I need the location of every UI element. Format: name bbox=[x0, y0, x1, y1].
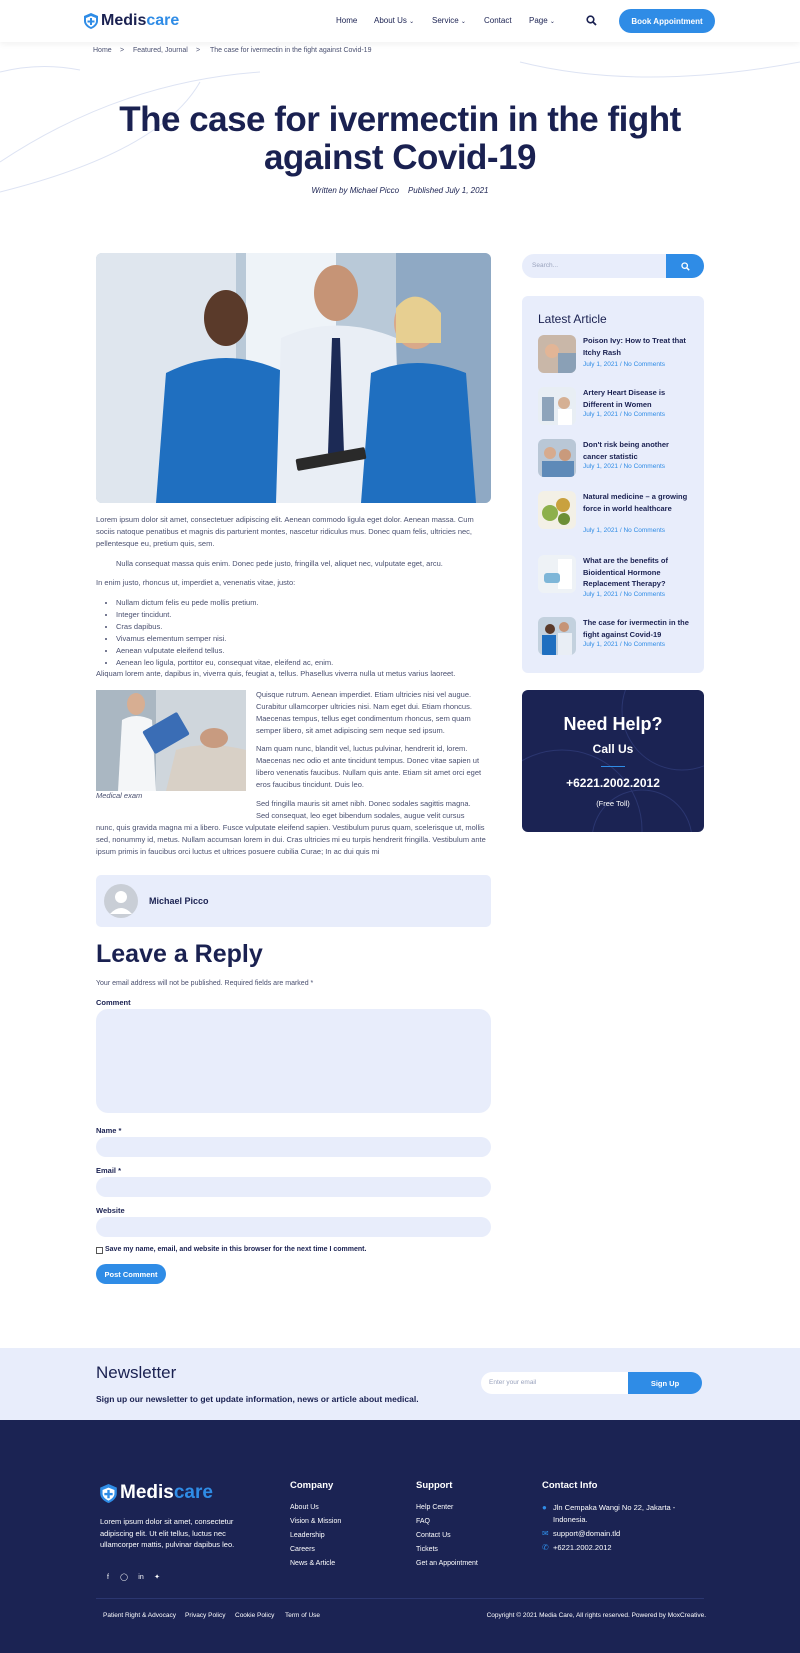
article-title: The case for ivermectin in the fight against Covid-19 bbox=[583, 618, 689, 639]
footer-phone[interactable]: +6221.2002.2012 bbox=[553, 1543, 612, 1552]
article-thumbnail bbox=[538, 491, 576, 529]
nav-page[interactable] bbox=[529, 16, 555, 25]
twitter-icon[interactable]: ✦ bbox=[154, 1574, 160, 1581]
article-paragraph: Aliquam lorem ante, dapibus in, viverra quis, feugiat a, tellus. Phasellus viverra nulla ut metus varius laoreet. bbox=[96, 669, 456, 678]
footer-bottom-link[interactable]: Cookie Policy bbox=[235, 1612, 275, 1619]
search-input[interactable]: Search... bbox=[532, 262, 559, 269]
email-label: Email * bbox=[96, 1166, 122, 1175]
list-item: • Vivamus elementum semper nisi. bbox=[116, 633, 333, 645]
nav-page-label: Page bbox=[529, 16, 548, 25]
footer-link[interactable]: Contact Us bbox=[416, 1532, 451, 1539]
footer-contact-column bbox=[542, 1480, 712, 1501]
list-item: • Aenean leo ligula, porttitor eu, consequat vitae, eleifend ac, enim. bbox=[116, 657, 333, 669]
breadcrumb-current: The case for ivermectin in the fight against Covid-19 bbox=[210, 47, 372, 54]
article-thumbnail bbox=[538, 617, 576, 655]
breadcrumb-home[interactable]: Home bbox=[93, 47, 112, 54]
footer-link[interactable]: About Us bbox=[290, 1504, 319, 1511]
map-pin-icon: ● bbox=[542, 1503, 547, 1512]
reply-note: Your email address will not be published. Required fields are marked * bbox=[96, 980, 314, 987]
article-paragraph: Lorem ipsum dolor sit amet, consectetuer adipiscing elit. Aenean commodo ligula eget dolor. Aenean massa. Cum sociis natoque penatibus et magnis dis parturient montes, nascetur ridiculus mus. Donec quam felis, ultricies nec, pellentesque eu, pretium quis, sem. bbox=[96, 515, 474, 548]
footer-link[interactable]: News & Article bbox=[290, 1560, 336, 1567]
list-item: • Aenean vulputate eleifend tellus. bbox=[116, 645, 333, 657]
email-input[interactable] bbox=[96, 1177, 491, 1197]
comment-textarea[interactable] bbox=[96, 1009, 491, 1113]
nav-contact[interactable]: Contact bbox=[484, 16, 512, 25]
help-card-pattern bbox=[522, 690, 704, 832]
site-logo[interactable] bbox=[84, 12, 179, 30]
footer-link[interactable]: Vision & Mission bbox=[290, 1518, 342, 1525]
article-paragraph: nunc, quis gravida magna mi a libero. Fusce vulputate eleifend sapien. Vestibulum purus quam, scelerisque ut, mollis sed, nonummy id, metus. Nullam accumsan lorem in dui. Cras ultricies mi eu turpis hendrerit fringilla. Vestibulum ante ipsum primis in faucibus orci luctus et ultrices posuere cubilia Curae; In ac dui quis mi bbox=[96, 823, 486, 856]
article-paragraph: Nam quam nunc, blandit vel, luctus pulvinar, hendrerit id, lorem. Maecenas nec odio et ante tincidunt tempus. Donec vitae sapien ut libero venenatis faucibus. Nullam quis ante. Etiam sit amet orci eget eros faucibus tincidunt. Duis leo. bbox=[256, 744, 482, 789]
footer-company-title: Company bbox=[290, 1480, 334, 1491]
shield-cross-icon bbox=[100, 1484, 117, 1503]
latest-heading: Latest Article bbox=[538, 312, 607, 326]
article-thumbnail bbox=[538, 387, 576, 425]
footer-support-title: Support bbox=[416, 1480, 453, 1491]
newsletter-email-input[interactable] bbox=[481, 1372, 629, 1394]
help-title: Need Help? bbox=[563, 714, 663, 734]
envelope-icon: ✉ bbox=[542, 1529, 549, 1538]
name-label: Name * bbox=[96, 1126, 122, 1135]
linkedin-icon[interactable]: in bbox=[138, 1573, 144, 1581]
website-input[interactable] bbox=[96, 1217, 491, 1237]
article-paragraph: Sed consequat, leo eget bibendum sodales, augue velit cursus bbox=[256, 811, 465, 820]
logo-text-accent: care bbox=[146, 12, 180, 29]
nav-home[interactable]: Home bbox=[336, 16, 358, 25]
article-paragraph: Sed fringilla mauris sit amet nibh. Donec sodales sagittis magna. bbox=[256, 799, 471, 808]
footer-link[interactable]: Tickets bbox=[416, 1546, 438, 1553]
footer-logo[interactable] bbox=[100, 1482, 213, 1504]
footer-address: Jln Cempaka Wangi No 22, Jakarta - Indonesia. bbox=[553, 1503, 676, 1524]
article-title: Artery Heart Disease is Different in Women bbox=[583, 388, 666, 409]
article-date: July 1, 2021 / No Comments bbox=[583, 641, 666, 648]
facebook-icon[interactable]: f bbox=[107, 1573, 109, 1581]
search-icon bbox=[681, 262, 690, 271]
comment-label: Comment bbox=[96, 998, 131, 1007]
help-divider bbox=[601, 766, 625, 767]
chevron-down-icon: ⌄ bbox=[409, 19, 415, 25]
instagram-icon[interactable]: ◯ bbox=[120, 1574, 128, 1581]
article-date: July 1, 2021 / No Comments bbox=[583, 361, 666, 368]
image-caption: Medical exam bbox=[96, 791, 143, 800]
footer-link[interactable]: Careers bbox=[290, 1546, 315, 1553]
article-date: July 1, 2021 / No Comments bbox=[583, 591, 666, 598]
site-header bbox=[0, 0, 800, 42]
newsletter-placeholder: Enter your email bbox=[489, 1379, 537, 1386]
article-thumbnail bbox=[538, 335, 576, 373]
article-title: What are the benefits of Bioidentical Hormone Replacement Therapy? bbox=[583, 556, 669, 588]
article-title: Natural medicine – a growing force in world healthcare bbox=[583, 492, 688, 513]
nav-about-label: About Us bbox=[374, 16, 407, 25]
help-toll-note: (Free Toll) bbox=[596, 799, 630, 808]
nav-service[interactable] bbox=[432, 16, 466, 25]
article-thumbnail bbox=[538, 439, 576, 477]
article-meta: Written by Michael Picco Published July 1, 2021 bbox=[311, 186, 489, 195]
book-appointment-button[interactable]: Book Appointment bbox=[619, 9, 715, 33]
newsletter-title: Newsletter bbox=[96, 1363, 177, 1382]
article-title: Don't risk being another cancer statistic bbox=[583, 440, 669, 461]
newsletter-description: Sign up our newsletter to get update information, news or article about medical. bbox=[96, 1394, 419, 1404]
list-item: • Nullam dictum felis eu pede mollis pretium. bbox=[116, 597, 333, 609]
footer-link[interactable]: Help Center bbox=[416, 1504, 454, 1511]
article-hero-image bbox=[96, 253, 491, 503]
copyright: Copyright © 2021 Media Care, All rights reserved. Powered by MoxCreative. bbox=[486, 1612, 706, 1619]
article-paragraph: In enim justo, rhoncus ut, imperdiet a, venenatis vitae, justo: bbox=[96, 578, 296, 587]
search-icon[interactable] bbox=[586, 15, 597, 26]
breadcrumb-separator-icon: > bbox=[196, 47, 201, 54]
article-title: Poison Ivy: How to Treat that Itchy Rash bbox=[583, 336, 686, 357]
page-title: The case for ivermectin in the fight against Covid-19 bbox=[119, 100, 681, 177]
website-label: Website bbox=[96, 1206, 125, 1215]
chevron-down-icon: ⌄ bbox=[549, 19, 555, 25]
footer-support-column bbox=[416, 1480, 478, 1571]
breadcrumb-separator-icon: > bbox=[120, 47, 125, 54]
footer-company-column bbox=[290, 1480, 341, 1571]
article-inline-image bbox=[96, 690, 246, 791]
save-info-checkbox[interactable] bbox=[96, 1247, 103, 1254]
footer-link[interactable]: Leadership bbox=[290, 1532, 325, 1539]
newsletter-section bbox=[0, 1348, 800, 1420]
footer-bottom-link[interactable]: Term of Use bbox=[285, 1612, 321, 1619]
footer-bottom-link[interactable]: Patient Right & Advocacy bbox=[103, 1612, 176, 1619]
author-name[interactable]: Michael Picco bbox=[149, 896, 209, 906]
author-box bbox=[96, 875, 491, 927]
chevron-down-icon: ⌄ bbox=[460, 19, 466, 25]
footer-logo-main: Medis bbox=[120, 1482, 174, 1503]
help-phone[interactable]: +6221.2002.2012 bbox=[566, 776, 660, 790]
footer-description: Lorem ipsum dolor sit amet, consectetur adipiscing elit. Ut elit tellus, luctus nec ullamcorper mattis, pulvinar dapibus leo. bbox=[100, 1517, 235, 1549]
breadcrumb-category[interactable]: Featured, Journal bbox=[133, 47, 188, 54]
footer-contact-title: Contact Info bbox=[542, 1480, 598, 1491]
help-subtitle: Call Us bbox=[592, 742, 634, 756]
footer-logo-accent: care bbox=[173, 1482, 213, 1503]
article-date: July 1, 2021 / No Comments bbox=[583, 527, 666, 534]
article-paragraph: Quisque rutrum. Aenean imperdiet. Etiam ultricies nisi vel augue. Curabitur ullamcorper ultricies nisi. Nam eget dui. Etiam rhoncus. Maecenas tempus, tellus eget condimentum rhoncus, sem quam semper libero, sit amet adipiscing sem neque sed ipsum. bbox=[256, 690, 472, 735]
newsletter-signup-button[interactable]: Sign Up bbox=[628, 1372, 702, 1394]
sidebar-search bbox=[522, 254, 704, 278]
footer-bottom-link[interactable]: Privacy Policy bbox=[185, 1612, 226, 1619]
footer-link[interactable]: FAQ bbox=[416, 1518, 431, 1525]
article-blockquote: Nulla consequat massa quis enim. Donec pede justo, fringilla vel, aliquet nec, vulputate eget, arcu. bbox=[116, 559, 443, 568]
nav-service-label: Service bbox=[432, 16, 459, 25]
article-date: July 1, 2021 / No Comments bbox=[583, 463, 666, 470]
logo-text-main: Medis bbox=[101, 12, 147, 29]
shield-cross-icon bbox=[84, 13, 98, 29]
need-help-card bbox=[522, 690, 704, 832]
article-date: July 1, 2021 / No Comments bbox=[583, 411, 666, 418]
reply-heading: Leave a Reply bbox=[96, 940, 263, 968]
article-list bbox=[116, 597, 333, 669]
footer-email[interactable]: support@domain.tld bbox=[553, 1529, 621, 1538]
nav-about[interactable] bbox=[374, 16, 414, 25]
footer-divider bbox=[96, 1598, 704, 1599]
post-comment-button[interactable]: Post Comment bbox=[96, 1264, 166, 1284]
article-thumbnail bbox=[538, 555, 576, 593]
footer-link[interactable]: Get an Appointment bbox=[416, 1560, 478, 1567]
name-input[interactable] bbox=[96, 1137, 491, 1157]
avatar bbox=[104, 884, 138, 918]
list-item: • Integer tincidunt. bbox=[116, 609, 333, 621]
phone-icon: ✆ bbox=[542, 1543, 549, 1552]
list-item: • Cras dapibus. bbox=[116, 621, 333, 633]
save-info-label: Save my name, email, and website in this browser for the next time I comment. bbox=[105, 1246, 367, 1253]
search-button[interactable] bbox=[666, 254, 704, 278]
